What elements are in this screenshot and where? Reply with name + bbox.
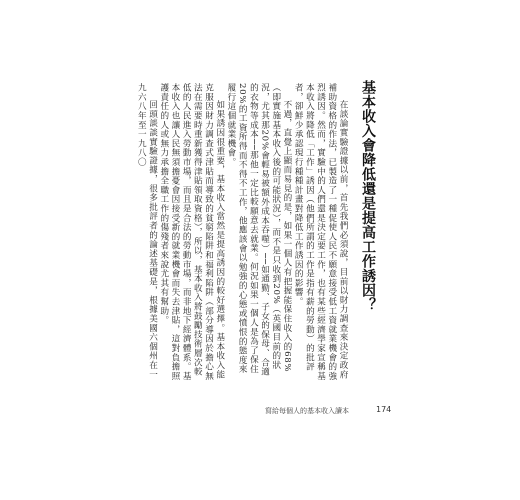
page-number: 174 [376, 405, 392, 414]
running-footer: 寫給每個人的基本收入讀本 [265, 407, 349, 415]
body-text [136, 83, 348, 383]
paragraph: 如果誘因很重要，基本收入當然是提高誘因的較好選擇。基本收入能克服因財力調查式津貼而導致的貧窮陷阱和福利陷阱（部分導因於擔心無法在需要時重新獲得津貼領取資格），所以，基本收入將鼓勵技術層次較低的人民進入勞動市場，而且是合法的勞動市場，而非地下經濟體系。基本收入也讓人民無須擔憂會因接受新的就業機會而失去津貼，這對負擔照護責任的人或無力承擔全職工作的傷殘者來說尤其有幫助。 [158, 83, 225, 381]
paragraph: 在談論實驗證據以前，首先我們必須說，目前以財力調查來決定政府補助資格的作法，已製造了一種促使人民不願意接受低工資就業機會的強烈誘因。然而，實驗中的人們還是決定要工作，也有某些經濟學家宣稱基本收入將降低「工作」誘因（他們所謂的工作是指有薪的勞動）的批評者，卻鮮少承認現行種種計畫對降低工作誘因的影響。 [293, 83, 348, 381]
paragraph: 回頭談談實驗證據，很多批評者的論述基礎是，根據美國六個州在一九六八年至一九八〇 [136, 83, 158, 380]
section-heading: 基本收入會降低還是提高工作誘因？ [360, 80, 376, 312]
paragraph: 不過，直覺上顯而易見的是，如果一個人有把握能保住收入的68%（即實施基本收入後的可能狀況），而不是只收到20%（英國目前的狀況，尤其那20%會輕易被額外成本吞噬）──如通勤、子女的保母、合適的衣物等成本──那他一定比較願意去就業。何況如果一個人是為了保住20%的工資所得而不得不工作，他應該會以勉強的心態或憤恨的態度來履行這個就業機會。 [225, 83, 292, 377]
